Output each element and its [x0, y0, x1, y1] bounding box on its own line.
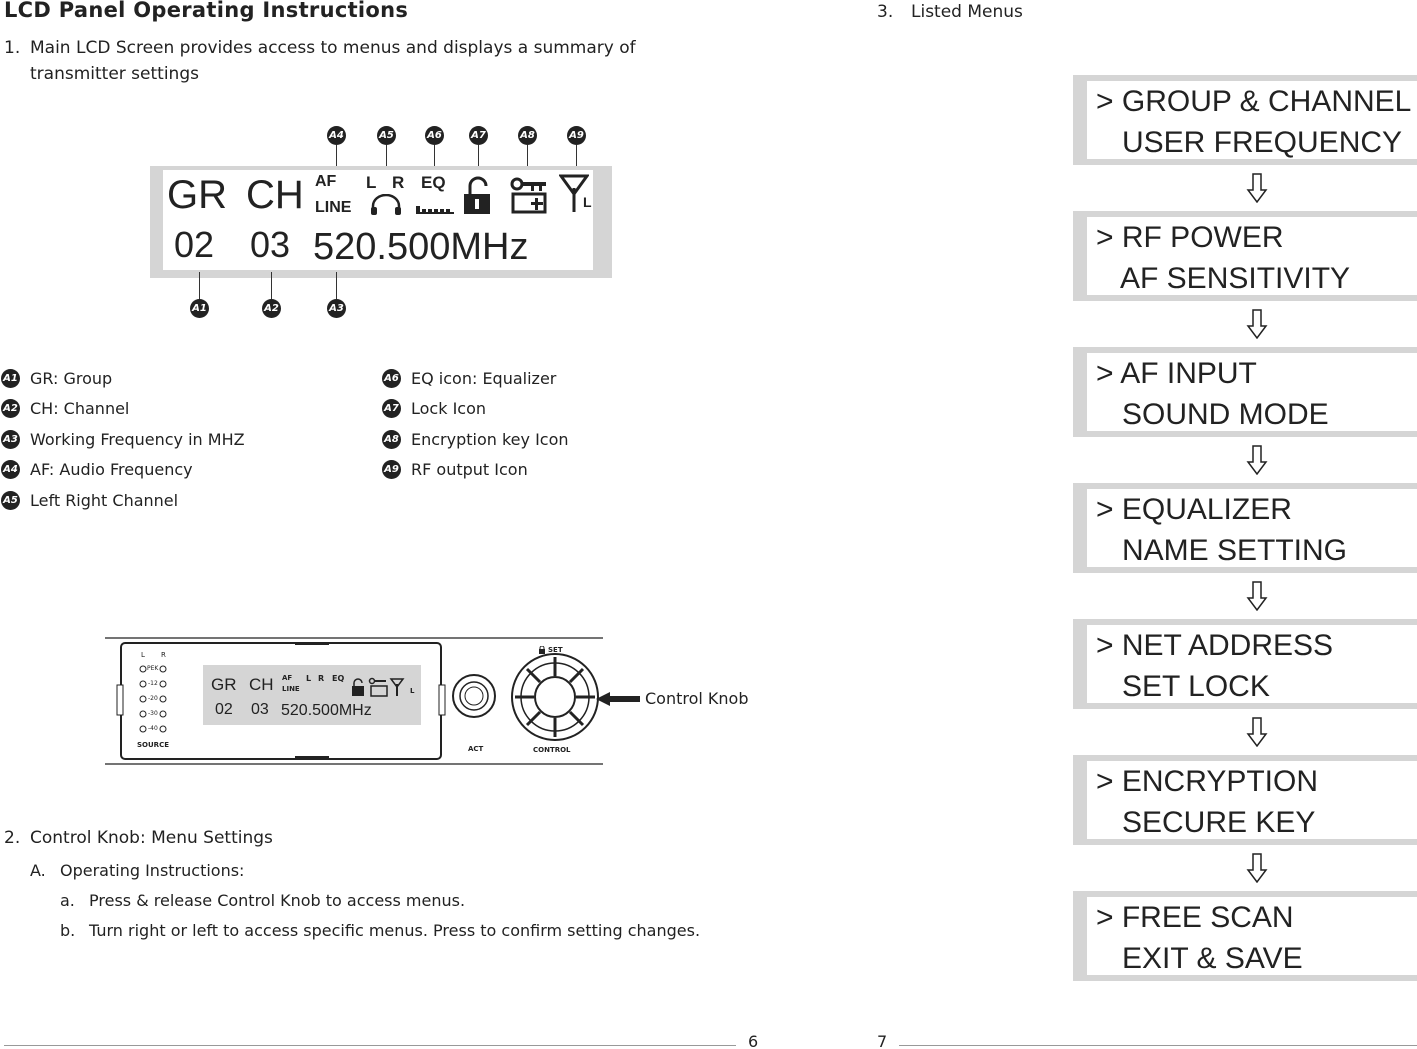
act-label: ACT [468, 745, 484, 753]
item-2-text: Control Knob: Menu Settings [30, 828, 273, 848]
device-left-channel: L [306, 674, 312, 683]
item-a-text: Operating Instructions: [60, 861, 245, 880]
meter-level: PEK [147, 665, 159, 672]
act-button[interactable] [451, 673, 497, 719]
lcd-right-channel: R [392, 173, 405, 192]
arrow-down-icon [1246, 581, 1268, 611]
item-3-text: Listed Menus [911, 2, 1023, 22]
meter-right-label: R [161, 651, 166, 659]
set-lock-icon [538, 646, 546, 654]
arrow-left-icon [596, 691, 640, 707]
page-number-left: 6 [748, 1032, 759, 1049]
device-eq-label: EQ [332, 674, 345, 683]
lcd-af-label: AF [315, 173, 337, 190]
arrow-down-icon [1246, 445, 1268, 475]
device-frequency: 520.500MHz [281, 702, 372, 719]
meter-level: -30 [148, 710, 158, 717]
item-a-number: A. [30, 861, 46, 880]
lcd-eq-label: EQ [421, 173, 446, 192]
headphone-icon [369, 194, 403, 216]
device-af-label: AF [282, 674, 293, 682]
control-knob-label: Control Knob [645, 689, 749, 708]
callout-a2: A2 [262, 299, 281, 318]
callout-a8: A8 [518, 126, 537, 145]
menu-item-encryption: > ENCRYPTION SECURE KEY [1073, 755, 1417, 845]
callout-a9: A9 [567, 126, 586, 145]
encryption-key-icon [509, 176, 549, 216]
control-label: CONTROL [533, 746, 571, 754]
menu-item-group-channel: > GROUP & CHANNEL USER FREQUENCY [1073, 75, 1417, 165]
source-label: SOURCE [137, 741, 169, 749]
meter-level: -20 [148, 695, 158, 702]
equalizer-icon [415, 204, 455, 214]
item-1-text-cont: transmitter settings [30, 64, 199, 84]
footer-rule-left [4, 1045, 736, 1046]
item-2-number: 2. [4, 828, 21, 848]
lcd-gr-label: GR [167, 173, 227, 217]
meter-level: -40 [148, 725, 158, 732]
arrow-down-icon [1246, 309, 1268, 339]
callout-a1: A1 [190, 299, 209, 318]
lcd-screen [163, 170, 593, 270]
arrow-down-icon [1246, 173, 1268, 203]
page-number-right: 7 [877, 1032, 888, 1049]
menu-item-free-scan: > FREE SCAN EXIT & SAVE [1073, 891, 1417, 981]
rf-level-label: L [583, 194, 592, 210]
callout-a5: A5 [377, 126, 396, 145]
lcd-group-value: 02 [174, 224, 215, 265]
device-gr-label: GR [211, 675, 237, 694]
device-rf-level: L [410, 687, 415, 695]
sub-item-b-number: b. [60, 921, 76, 940]
lcd-frequency: 520.500MHz [313, 226, 529, 268]
menu-item-af-input: > AF INPUT SOUND MODE [1073, 347, 1417, 437]
lcd-ch-label: CH [246, 173, 304, 217]
device-channel-value: 03 [251, 701, 269, 718]
lock-icon [461, 176, 493, 216]
callout-a3: A3 [327, 299, 346, 318]
lcd-left-channel: L [366, 173, 377, 192]
item-3-number: 3. [877, 2, 894, 22]
arrow-down-icon [1246, 717, 1268, 747]
sub-item-a-text: Press & release Control Knob to access menus. [89, 891, 466, 910]
device-right-channel: R [318, 674, 325, 683]
callout-a6: A6 [425, 126, 444, 145]
menu-item-rf-power: > RF POWER AF SENSITIVITY [1073, 211, 1417, 301]
device-front-panel [105, 637, 603, 765]
footer-rule-right [899, 1045, 1417, 1046]
page-title: LCD Panel Operating Instructions [4, 0, 409, 22]
control-knob[interactable] [510, 652, 600, 742]
set-label: SET [548, 646, 563, 654]
sub-item-b-text: Turn right or left to access specific menus. Press to confirm setting changes. [89, 921, 701, 940]
arrow-down-icon [1246, 853, 1268, 883]
device-line-label: LINE [282, 685, 300, 693]
sub-item-a-number: a. [60, 891, 75, 910]
item-1-number: 1. [4, 38, 21, 58]
menu-item-net-address: > NET ADDRESS SET LOCK [1073, 619, 1417, 709]
callout-a4: A4 [327, 126, 346, 145]
item-1-text: Main LCD Screen provides access to menus and displays a summary of [30, 38, 636, 58]
meter-level: -12 [148, 680, 158, 687]
device-status-icons [351, 677, 405, 697]
menu-item-equalizer: > EQUALIZER NAME SETTING [1073, 483, 1417, 573]
lcd-channel-value: 03 [250, 224, 291, 265]
meter-left-label: L [141, 651, 145, 659]
device-group-value: 02 [215, 701, 233, 718]
lcd-line-label: LINE [315, 199, 352, 216]
callout-a7: A7 [469, 126, 488, 145]
device-ch-label: CH [249, 675, 274, 694]
